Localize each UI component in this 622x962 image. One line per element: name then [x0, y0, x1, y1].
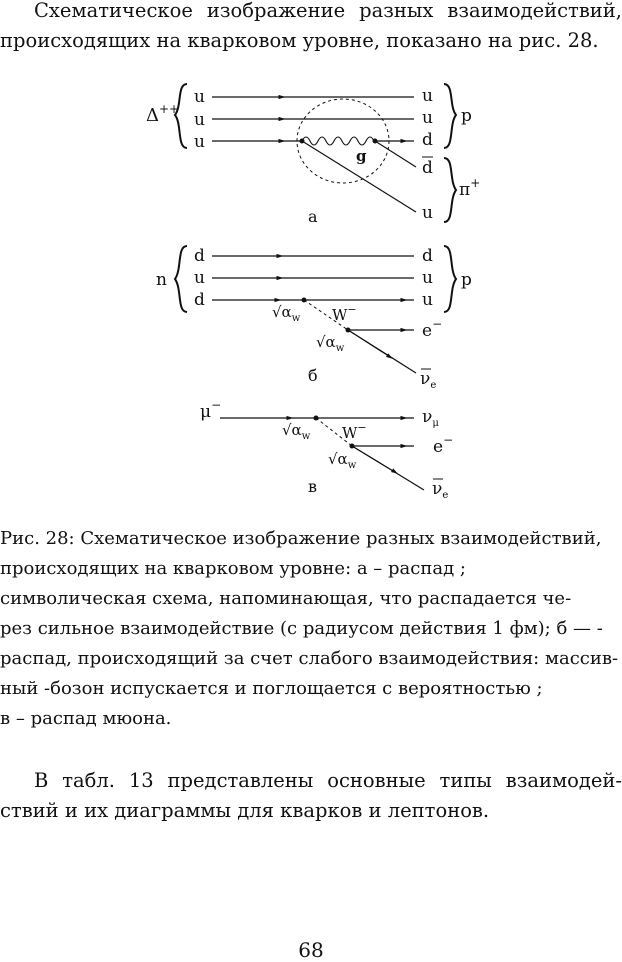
quark-in-b-1: d	[194, 246, 205, 266]
quark-in-b-3: d	[194, 290, 205, 310]
antiquark-line	[375, 141, 416, 167]
quark-in-a-1: u	[194, 87, 205, 107]
quark-in-a-3: u	[194, 132, 205, 152]
neutrino-label-b: $\nu_e$	[420, 369, 437, 391]
right-brace-proton-b	[444, 246, 456, 312]
panel-b-label: б	[308, 366, 318, 385]
muon-label: μ−	[200, 398, 222, 422]
quark-out-b-1: d	[422, 246, 433, 266]
right-brace-pion	[444, 158, 456, 222]
quark-in-a-2: u	[194, 110, 205, 130]
antiquark-d-label: d	[422, 158, 433, 178]
right-brace-proton-a	[444, 84, 456, 148]
table-ref-line-2: ствий и их диаграммы для кварков и лептонов.	[0, 799, 490, 822]
panel-b-diagram	[156, 246, 472, 391]
caption-line-1: Рис. 28: Схематическое изображение разных взаимодействий,	[0, 528, 602, 549]
left-brace-delta	[175, 84, 187, 148]
panel-c-diagram	[200, 398, 453, 501]
gluon-label: g	[356, 147, 367, 165]
neutron-label: n	[156, 270, 167, 290]
caption-line-7: в – распад мюона.	[0, 708, 172, 729]
caption-line-2: происходящих на кварковом уровне: а – распад ;	[0, 558, 466, 579]
neutrino-label-c: $\nu_e$	[432, 479, 449, 501]
left-brace-neutron	[175, 246, 187, 312]
table-reference-paragraph	[0, 766, 622, 826]
intro-line-1: Схематическое изображение разных взаимодействий,	[34, 0, 622, 22]
quark-in-b-2: u	[194, 268, 205, 288]
w-boson-label-c: W−	[342, 421, 367, 442]
caption-line-5: распад, происходящий за счет слабого взаимодействия: массив-	[0, 648, 619, 669]
quark-out-a-1: u	[422, 86, 433, 106]
muon-neutrino-label: $\nu_\mu$	[422, 407, 439, 429]
electron-label-b: e−	[422, 317, 443, 341]
neutrino-arrow-b	[348, 330, 390, 357]
pion-label: π+	[459, 176, 481, 200]
caption-line-6: ный -бозон испускается и поглощается с вероятностью ;	[0, 678, 543, 699]
electron-label-c: e−	[433, 433, 454, 457]
panel-a-diagram	[146, 84, 480, 226]
coupling-b-1: $√\alpha_w$	[272, 303, 301, 324]
quark-out-b-2: u	[422, 268, 433, 288]
caption-line-4: рез сильное взаимодействие (с радиусом действия 1 фм); б — -	[0, 618, 603, 639]
w-boson-label-b: W−	[332, 303, 357, 324]
caption-line-3: символическая схема, напоминающая, что распадается че-	[0, 588, 572, 609]
neutrino-arrow-c	[352, 446, 395, 472]
coupling-c-1: $√\alpha_w$	[282, 421, 311, 442]
quark-out-b-3: u	[422, 290, 433, 310]
quark-u-out-label: u	[422, 203, 433, 223]
panel-a-label: а	[308, 207, 318, 226]
delta-label: Δ++	[146, 102, 180, 126]
intro-line-2: происходящих на кварковом уровне, показано на рис. 28.	[0, 29, 599, 52]
table-ref-line-1: В табл. 13 представлены основные типы взаимодей-	[34, 769, 622, 792]
quark-out-a-2: u	[422, 108, 433, 128]
coupling-c-2: $√\alpha_w$	[328, 450, 357, 471]
coupling-b-2: $√\alpha_w$	[316, 333, 345, 354]
quark-out-a-3: d	[422, 130, 433, 150]
proton-label-b: p	[461, 270, 472, 290]
figure-caption	[0, 524, 622, 734]
proton-label-a: p	[461, 106, 472, 126]
page-number: 68	[298, 938, 324, 962]
gluon-line	[302, 137, 374, 145]
panel-c-label: в	[308, 477, 318, 496]
